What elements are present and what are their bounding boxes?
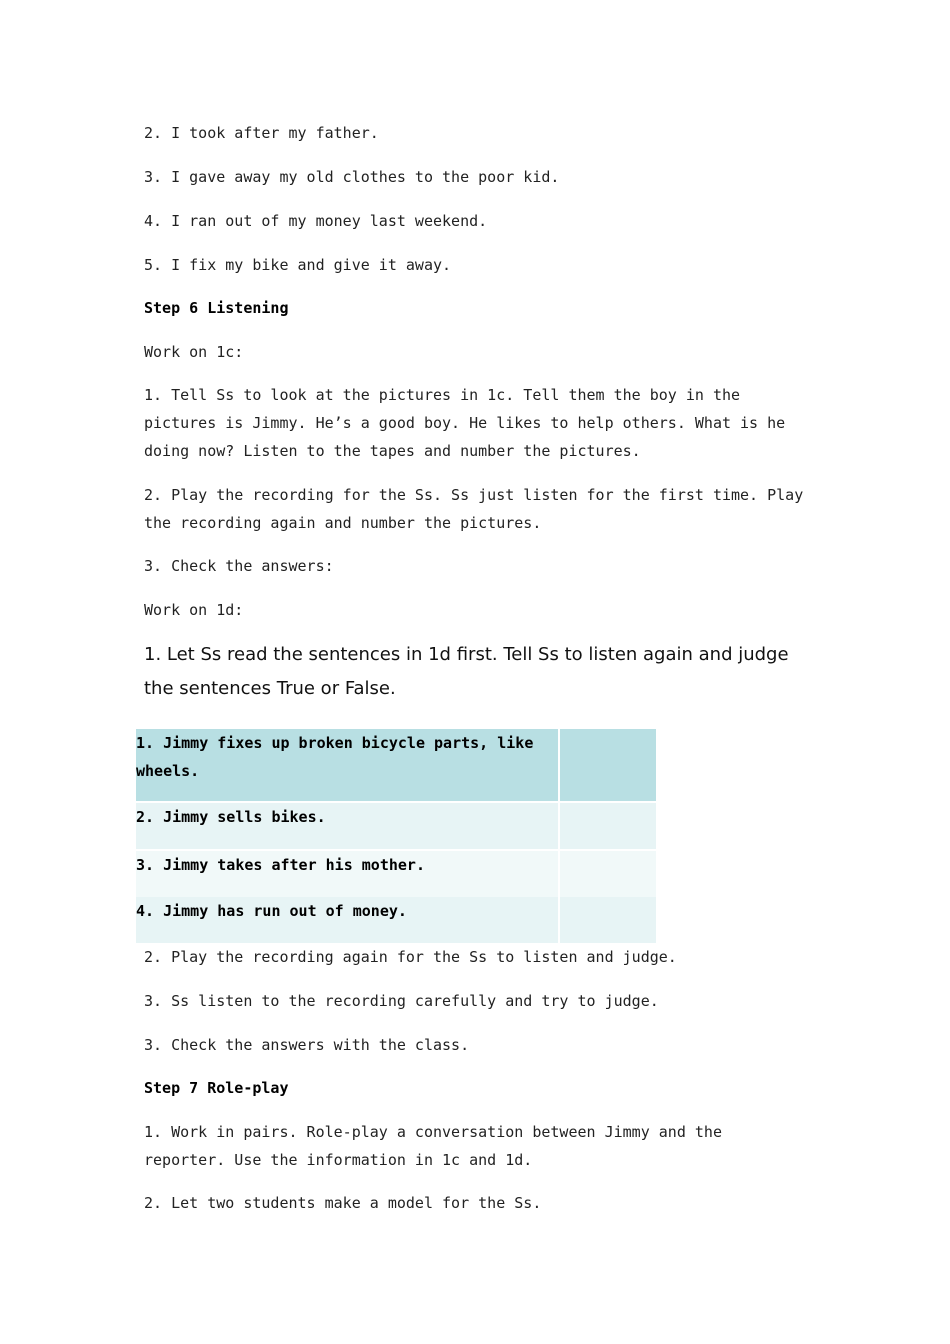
- statement-cell: 4. Jimmy has run out of money.: [136, 897, 559, 943]
- answer-cell: [559, 802, 656, 850]
- subheading-work-on-1c: Work on 1c:: [144, 343, 244, 361]
- statement-cell: 2. Jimmy sells bikes.: [136, 802, 559, 850]
- table-row: [136, 729, 656, 802]
- answer-cell: [559, 897, 656, 943]
- paragraph: 5. I fix my bike and give it away.: [144, 256, 452, 274]
- section-heading-step-7: Step 7 Role-play: [144, 1079, 289, 1097]
- table-row: [136, 850, 656, 897]
- paragraph: 4. I ran out of my money last weekend.: [144, 212, 488, 230]
- table-row: [136, 897, 656, 943]
- subheading-work-on-1d: Work on 1d:: [144, 601, 244, 619]
- paragraph-instruction: 1. Let Ss read the sentences in 1d first. Tell Ss to listen again and judge the sentences True or False.: [144, 644, 789, 699]
- true-false-table: [136, 729, 656, 943]
- paragraph: 2. I took after my father.: [144, 124, 379, 142]
- table-row: [136, 802, 656, 850]
- statement-cell: 1. Jimmy fixes up broken bicycle parts, like wheels.: [136, 729, 559, 802]
- statement-cell: 3. Jimmy takes after his mother.: [136, 850, 559, 897]
- paragraph: 3. Check the answers with the class.: [144, 1036, 470, 1054]
- paragraph: 3. Ss listen to the recording carefully and try to judge.: [144, 992, 659, 1010]
- answer-cell: [559, 850, 656, 897]
- answer-cell: [559, 729, 656, 802]
- paragraph: 2. Play the recording for the Ss. Ss just listen for the first time. Play the recording again and number the pictures.: [144, 486, 804, 532]
- section-heading-step-6: Step 6 Listening: [144, 299, 289, 317]
- paragraph: 3. Check the answers:: [144, 557, 334, 575]
- paragraph: 2. Play the recording again for the Ss to listen and judge.: [144, 948, 677, 966]
- paragraph: 3. I gave away my old clothes to the poor kid.: [144, 168, 560, 186]
- paragraph: 2. Let two students make a model for the Ss.: [144, 1194, 542, 1212]
- paragraph: 1. Work in pairs. Role-play a conversation between Jimmy and the reporter. Use the information in 1c and 1d.: [144, 1123, 722, 1169]
- paragraph: 1. Tell Ss to look at the pictures in 1c. Tell them the boy in the pictures is Jimmy. He’s a good boy. He likes to help others. What is he doing now? Listen to the tapes and number the pictures.: [144, 386, 786, 460]
